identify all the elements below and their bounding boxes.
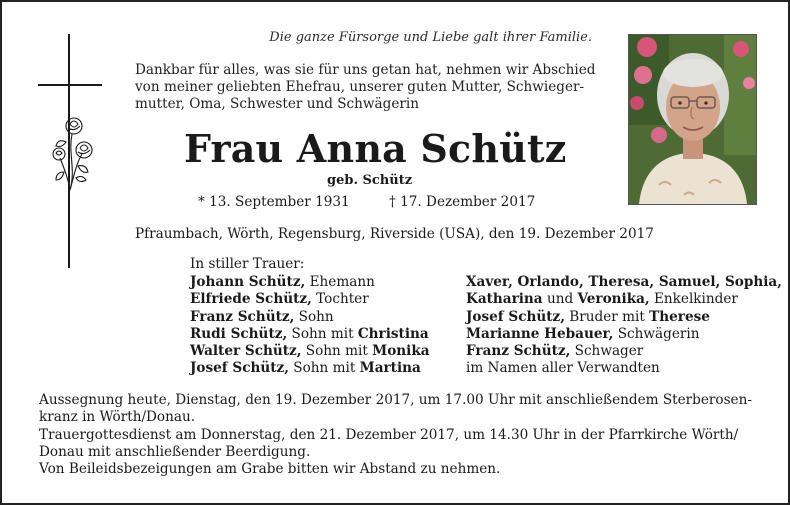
mourners-left bbox=[190, 274, 430, 378]
motto: Die ganze Fürsorge und Liebe galt ihrer Familie. bbox=[269, 30, 592, 45]
mourner-line: Franz Schütz, Schwager bbox=[466, 343, 644, 360]
note-line: Aussegnung heute, Dienstag, den 19. Dezember 2017, um 17.00 Uhr mit anschließendem Sterberosen-kranz in Wörth/Donau. bbox=[39, 392, 752, 426]
note-line: Trauergottesdienst am Donnerstag, den 21. Dezember 2017, um 14.30 Uhr in der Pfarrkirche Wörth/ Donau mit anschließender Beerdigung. bbox=[39, 426, 739, 460]
mourner-line: im Namen aller Verwandten bbox=[466, 360, 660, 377]
death-date: † 17. Dezember 2017 bbox=[389, 194, 536, 210]
intro-line: Dankbar für alles, was sie für uns getan hat, nehmen wir Abschied bbox=[135, 62, 596, 78]
note-line: Von Beileidsbezeigungen am Grabe bitten wir Abstand zu nehmen. bbox=[39, 461, 501, 478]
mourner-line: Katharina und Veronika, Enkelkinder bbox=[466, 291, 738, 308]
intro-line: mutter, Oma, Schwester und Schwägerin bbox=[135, 96, 420, 112]
portrait-photo bbox=[628, 34, 757, 205]
mourner-line: Xaver, Orlando, Theresa, Samuel, Sophia, bbox=[466, 274, 782, 290]
mourner-line: Josef Schütz, Sohn mit Martina bbox=[190, 360, 421, 377]
mourning-heading: In stiller Trauer: bbox=[190, 256, 305, 272]
mourner-line: Elfriede Schütz, Tochter bbox=[190, 291, 369, 308]
birth-date: * 13. September 1931 bbox=[198, 194, 350, 210]
service-notes bbox=[39, 392, 763, 478]
mourner-line: Josef Schütz, Bruder mit Therese bbox=[466, 308, 710, 325]
deceased-name: Frau Anna Schütz bbox=[184, 126, 567, 171]
places-date-line: Pfraumbach, Wörth, Regensburg, Riverside (USA), den 19. Dezember 2017 bbox=[135, 226, 654, 242]
cross-bar bbox=[38, 84, 102, 86]
maiden-name: geb. Schütz bbox=[327, 173, 413, 188]
mourner-line: Franz Schütz, Sohn bbox=[190, 308, 334, 325]
mourner-line: Walter Schütz, Sohn mit Monika bbox=[190, 343, 430, 360]
intro-text bbox=[135, 62, 605, 113]
mourner-line: Marianne Hebauer, Schwägerin bbox=[466, 325, 700, 342]
roses-icon bbox=[46, 114, 98, 192]
mourners-right bbox=[466, 274, 782, 378]
mourner-line: Rudi Schütz, Sohn mit Christina bbox=[190, 325, 429, 342]
intro-line: von meiner geliebten Ehefrau, unserer guten Mutter, Schwieger- bbox=[135, 79, 585, 95]
mourner-line: Johann Schütz, Ehemann bbox=[190, 274, 375, 290]
